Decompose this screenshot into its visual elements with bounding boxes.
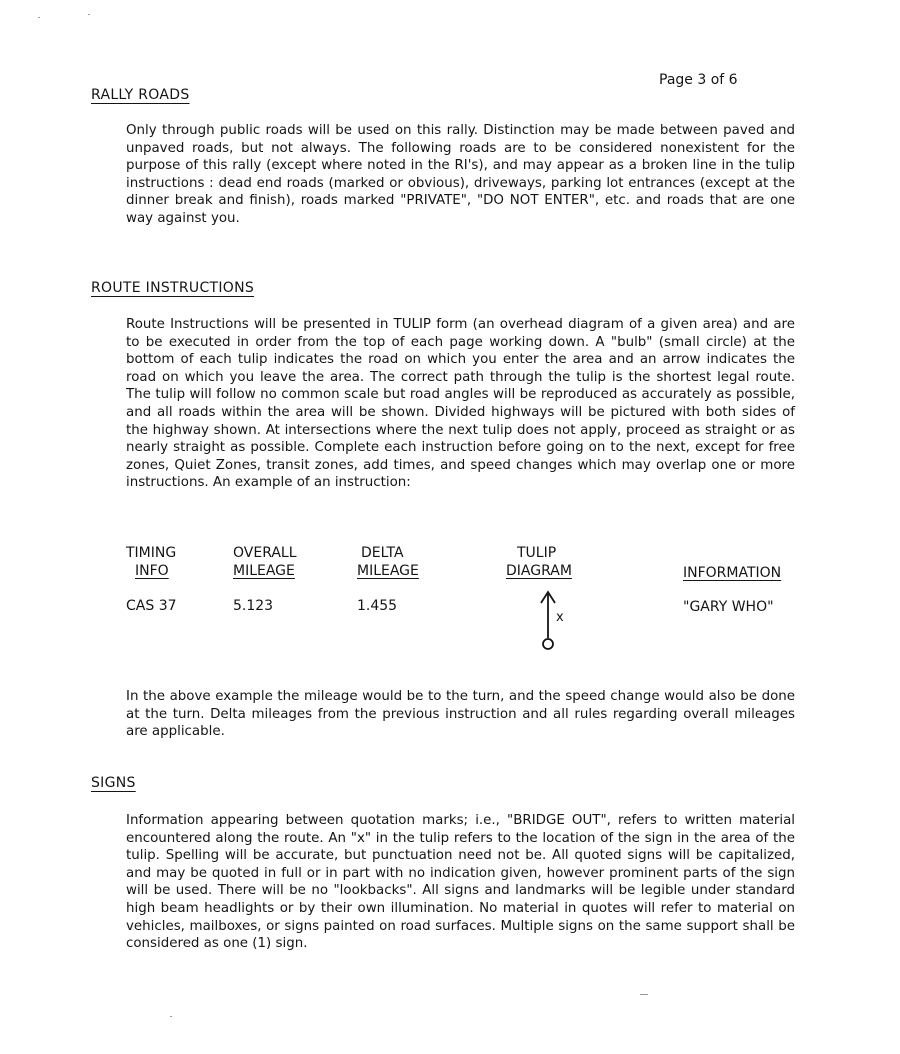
tulip-diagram-icon [534,588,574,654]
header-tulip-top: TULIP [517,545,557,561]
cell-information: "GARY WHO" [683,599,774,615]
page-number: Page 3 of 6 [659,72,738,88]
scan-speck [88,14,90,15]
header-overall-top: OVERALL [233,545,297,561]
scan-speck [170,1016,172,1017]
section-heading-signs: SIGNS [91,775,136,791]
header-delta-top: DELTA [361,545,404,561]
scan-speck [38,17,40,18]
header-delta-bottom: MILEAGE [357,563,419,579]
tulip-bulb [543,639,553,649]
tulip-sign-mark: x [556,610,564,625]
section-heading-route-instructions: ROUTE INSTRUCTIONS [91,280,255,296]
cell-timing: CAS 37 [126,598,177,614]
header-information: INFORMATION [683,565,782,581]
header-tulip-bottom: DIAGRAM [506,563,572,579]
rally-roads-paragraph: Only through public roads will be used on this rally. Distinction may be made between paved and unpaved roads, but not always. The following roads are to be considered nonexistent for the purpose of this rally (except where noted in the RI's), and may appear as a broken line in the tulip instructions : dead end roads (marked or obvious), driveways, parking lot entrances (except at the dinner break and finish), roads marked "PRIVATE", "DO NOT ENTER", etc. and roads that are one way against you. [126,123,795,226]
scan-speck [640,994,648,995]
header-timing-top: TIMING [126,545,177,561]
route-instructions-paragraph: Route Instructions will be presented in TULIP form (an overhead diagram of a given area) and are to be executed in order from the top of each page working down. A "bulb" (small circle) at the bottom of each tulip indicates the road on which you enter the area and an arrow indicates the road on which you leave the area. The correct path through the tulip is the shortest legal route. The tulip will follow no common scale but road angles will be reproduced as accurately as possible, and all roads within the area will be shown. Divided highways will be pictured with both sides of the highway shown. At intersections where the next tulip does not apply, proceed as straight or as nearly straight as possible. Complete each instruction before going on to the next, except for free zones, Quiet Zones, transit zones, add times, and speed changes which may overlap one or more instructions. An example of an instruction: [126,317,795,491]
cell-overall-mileage: 5.123 [233,598,274,614]
cell-delta-mileage: 1.455 [357,598,398,614]
example-explanation-paragraph: In the above example the mileage would be to the turn, and the speed change would also be done at the turn. Delta mileages from the previous instruction and all rules regarding overall mileages are applicable. [126,689,795,740]
section-heading-rally-roads: RALLY ROADS [91,87,190,103]
signs-paragraph: Information appearing between quotation marks; i.e., "BRIDGE OUT", refers to written material encountered along the route. An "x" in the tulip refers to the location of the sign in the area of the tulip. Spelling will be accurate, but punctuation need not be. All quoted signs will be capitalized, and may be quoted in full or in part with no indication given, however prominent parts of the sign will be used. There will be no "lookbacks". All signs and landmarks will be legible under standard high beam headlights or by their own illumination. No material in quotes will refer to material on vehicles, mailboxes, or signs painted on road surfaces. Multiple signs on the same support shall be considered as one (1) sign. [126,813,795,952]
header-overall-bottom: MILEAGE [233,563,295,579]
header-timing-bottom: INFO [135,563,169,579]
